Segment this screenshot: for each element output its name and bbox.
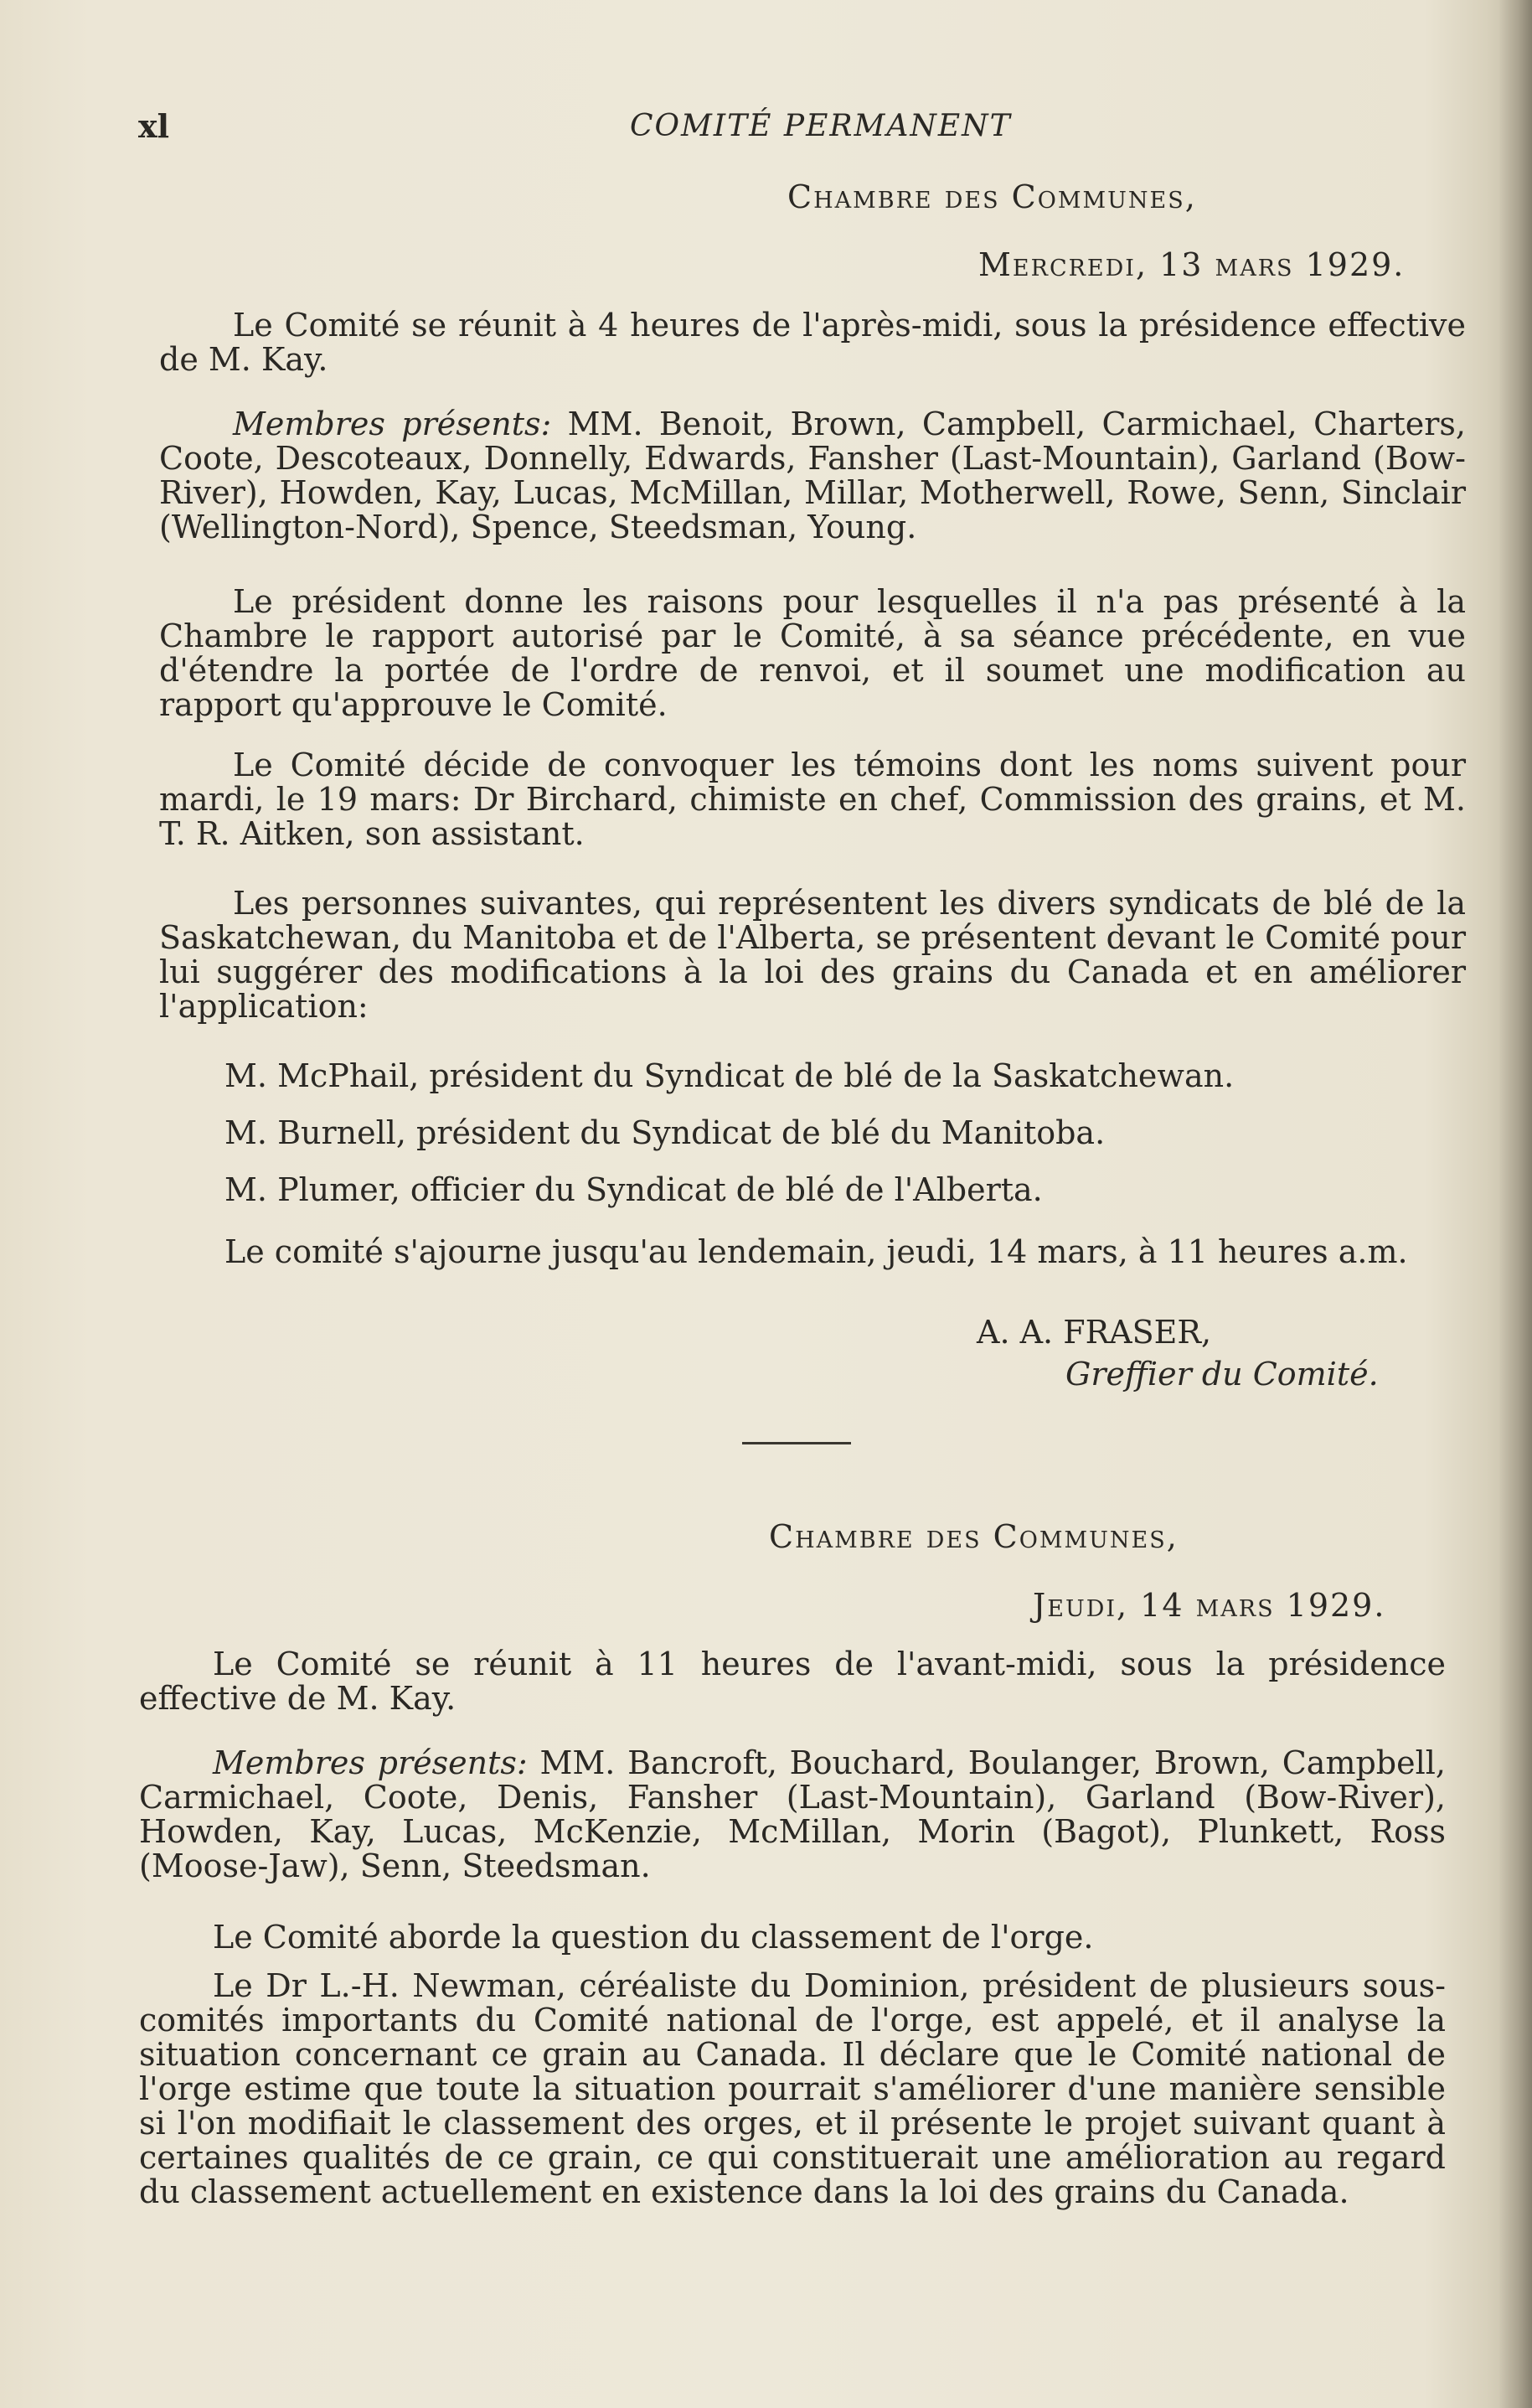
section-divider	[742, 1442, 851, 1444]
members-list: MM. Benoit, Brown, Campbell, Carmichael, Charters, Coote, Descoteaux, Donnelly, Edwards, Fansher (Last-Mountain), Garland (Bow-River), Howden, Kay, Lucas, McMillan, Millar, Motherwell, Rowe, Senn, Sinclair (Wellington-Nord), Spence, Steedsman, Young.	[159, 406, 1466, 545]
meeting2-place: Chambre des Communes,	[769, 1518, 1179, 1555]
meeting1-president-paragraph: Le président donne les raisons pour lesquelles il n'a pas présenté à la Chambre le rapport autorisé par le Comité, à sa séance précédente, en vue d'étendre la portée de l'ordre de renvoi, et il soumet une modification au rapport qu'approuve le Comité.	[159, 583, 1466, 723]
meeting2-members	[139, 1746, 1446, 1884]
members-label: Membres présents:	[213, 1744, 528, 1781]
meeting2-barley-paragraph: Le Comité aborde la question du classement de l'orge.	[213, 1919, 1094, 1956]
meeting1-opening: Le Comité se réunit à 4 heures de l'après-midi, sous la présidence effective de M. Kay.	[159, 307, 1466, 378]
person-item: M. McPhail, président du Syndicat de blé de la Saskatchewan.	[224, 1057, 1235, 1094]
person-item: M. Burnell, président du Syndicat de blé du Manitoba.	[224, 1114, 1106, 1151]
meeting1-date: Mercredi, 13 mars 1929.	[978, 246, 1406, 283]
meeting2-opening: Le Comité se réunit à 11 heures de l'avant-midi, sous la présidence effective de M. Kay.	[139, 1646, 1446, 1717]
binding-shadow	[1498, 0, 1532, 2408]
meeting1-persons-paragraph: Les personnes suivantes, qui représentent les divers syndicats de blé de la Saskatchewan, du Manitoba et de l'Alberta, se présentent devant le Comité pour lui suggérer des modifications à la loi des grains du Canada et en améliorer l'application:	[159, 885, 1466, 1025]
meeting1-witnesses-paragraph: Le Comité décide de convoquer les témoins dont les noms suivent pour mardi, le 19 mars: Dr Birchard, chimiste en chef, Commission des grains, et M. T. R. Aitken, son assistant.	[159, 747, 1466, 852]
meeting2-date: Jeudi, 14 mars 1929.	[1033, 1587, 1386, 1624]
meeting1-adjourn: Le comité s'ajourne jusqu'au lendemain, jeudi, 14 mars, à 11 heures a.m.	[224, 1233, 1408, 1270]
meeting2-newman-paragraph: Le Dr L.-H. Newman, céréaliste du Dominion, président de plusieurs sous-comités importants du Comité national de l'orge, est appelé, et il analyse la situation concernant ce grain au Canada. Il déclare que le Comité national de l'orge estime que toute la situation pourrait s'améliorer d'une manière sensible si l'on modifiait le classement des orges, et il présente le projet suivant quant à certaines qualités de ce grain, ce qui constituerait une amélioration au regard du classement actuellement en existence dans la loi des grains du Canada.	[139, 1967, 1446, 2210]
meeting1-place: Chambre des Communes,	[787, 178, 1197, 215]
person-item: M. Plumer, officier du Syndicat de blé de l'Alberta.	[224, 1171, 1043, 1208]
signature-title: Greffier du Comité.	[1065, 1356, 1379, 1393]
meeting1-members	[159, 407, 1466, 545]
members-list: MM. Bancroft, Bouchard, Boulanger, Brown, Campbell, Carmichael, Coote, Denis, Fansher (Last-Mountain), Garland (Bow-River), Howden, Kay, Lucas, McKenzie, McMillan, Morin (Bagot), Plunkett, Ross (Moose-Jaw), Senn, Steedsman.	[139, 1744, 1446, 1884]
running-title: COMITÉ PERMANENT	[630, 109, 1012, 143]
members-label: Membres présents:	[233, 406, 552, 442]
page-number: xl	[138, 107, 170, 145]
signature-name: A. A. FRASER,	[977, 1314, 1212, 1351]
